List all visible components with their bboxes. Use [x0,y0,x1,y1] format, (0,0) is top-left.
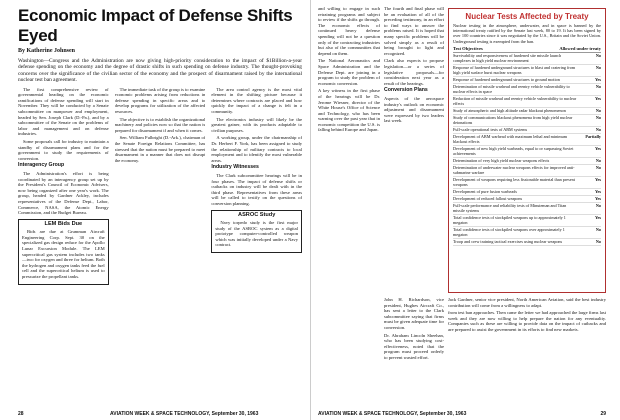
test-objective: Response of hardened underground structures to blast and cratering from high yield surface burst nuclear weapons [453,65,576,76]
allowed-value: Yes [594,177,601,183]
headline: Economic Impact of Defense Shifts Eyed [18,6,293,45]
paragraph: A working group, under the chairmanship of Dr. Herbert F. York, has been assigned to study the relationship of military contracts to local employment and to identify the most vulnerable areas. [211,135,303,163]
test-objective: Response of hardened underground structures to ground motion [453,77,560,83]
right-bottom-text [448,297,606,409]
table-row [453,146,601,158]
paragraph: Dr. Abraham Lincoln Sheehan, who has been studying cost-effectiveness, noted that the program must proceed orderly to prevent wasted effort. [384,332,444,360]
left-footer: AVIATION WEEK & SPACE TECHNOLOGY, September 30, 1963 [110,411,259,417]
table-row [453,165,601,177]
paragraph: Clark also expects to propose legislation—or a series of legislative proposals—for consideration next year as a result of the hearings. [384,58,444,86]
test-objective: Determination of very high yield nuclear weapons effects [453,158,550,164]
test-objective: Total confidence tests of stockpiled weapons over approximately 1 megaton [453,227,565,238]
nuclear-box-title: Nuclear Tests Affected by Treaty [465,12,589,21]
paragraph: The electronics industry will likely be the greatest gainer, with its products adaptable to civilian purposes. [211,116,303,133]
table-row [453,108,601,115]
table-row [453,239,601,246]
table-row [453,53,601,65]
paragraph: John H. Richardson, vice president, Hughes Aircraft Co., has sent a letter to the Clark subcommittee saying that firms must be given adequate time for conversion. [384,297,444,330]
test-objective: Study of communications blackout phenomena from high yield nuclear detonations [453,115,573,126]
allowed-value: Yes [594,146,601,152]
paragraph: Aspects of the aerospace industry's outlook on economic adjustment and disarmament were expressed by two leaders last week. [384,95,444,124]
allowed-value: No [595,108,601,114]
allowed-value: No [595,127,601,133]
test-objective: Survivability and responsiveness of hardened site missile launch complexes in high yield nuclear environment [453,53,562,64]
table-row [453,77,601,84]
asroc-box-title: ASROC Study [238,211,276,218]
table-row [453,177,601,189]
table-row [453,134,601,146]
lead-paragraph: Washington—Congress and the Administration are now giving high-priority consideration to the impact of $1Billion-a-year defense spending on the economy and the degree of drastic shifts in such spending on defense industry. The thought-provoking concerns over the significance of the civilian sector of the economy and the prospect of disarmament raised by the international nuclear test ban agreement. [18,58,302,84]
right-page-number: 29 [600,411,606,417]
right-bottom-col-1 [318,297,392,409]
subhead-industry-witnesses: Industry Witnesses [211,164,259,171]
test-objective: Development of new high yield warheads, equal to or surpassing Soviet achievements [453,146,574,157]
lem-bids-box [18,219,109,285]
test-objective: Development of reduced fallout weapons [453,196,523,202]
allowed-value: Yes [594,196,601,202]
paragraph: and willing to engage in such retraining programs and subject to review if the shifts go through. The economic effects of continued heavy defense spending will not be a question only of the contracting industries but also of the communities that depend on them. [318,6,380,56]
byline: By Katherine Johnsen [18,48,76,54]
allowed-value: No [595,227,601,233]
subhead-interagency: Interagency Group [18,162,65,169]
allowed-value: No [595,115,601,121]
test-objective: Development of weapons requiring less fissionable material than present weapons [453,177,575,188]
test-objective: Determination of underwater nuclear weapons effects for improved anti-submarine warfare [453,165,575,176]
allowed-value: Partially [585,134,601,140]
paragraph: A key witness in the first phase of the hearings will be Dr. Jerome Wiesner, director of the White House's Office of Science and Technology, who has been warning over the past year that in economic competition the U.S. is falling behind Europe and Japan. [318,88,380,133]
table-row [453,115,601,127]
nuclear-box-intro: Nuclear testing in the atmosphere, underwater, and in space is banned by the international treaty ratified by the Senate last week, 80 to 19. It has been signed by over 100 countries since it was negotiated by the U.S., Britain and the Soviet Union. Underground testing is exempted from the ban. [453,23,601,44]
lem-box-title: LEM Bids Due [44,220,83,227]
test-objective: Total confidence tests of stockpiled weapons up to approximately 1 megaton [453,215,566,226]
allowed-value: Yes [594,96,601,102]
table-row [453,227,601,239]
test-objective: Study of atmospheric and high altitude radar blackout phenomenon [453,108,566,114]
asroc-box [211,210,302,254]
test-objective: Full-scale operational tests of ABM systems [453,127,528,133]
asroc-box-text: Navy torpedo study is the first major study of the ASROC system as a digital prototype computer-controlled weapon which was initially developed under a Navy contract. [215,220,299,248]
test-objective: Development of pure fusion warheads [453,189,517,195]
allowed-value: No [595,239,601,245]
allowed-value: No [595,165,601,171]
test-objective: Reduction of missile warhead and reentry vehicle vulnerability to nuclear effects [453,96,577,107]
allowed-value: No [595,84,601,90]
allowed-value: No [595,203,601,209]
paragraph: Some proposals call for industry to maintain a standby of disarmament plans and for the government to study the requirements of conversion. [18,138,109,161]
table-row [453,158,601,165]
header-allowed: Allowed under treaty [559,45,601,51]
table-row [453,203,601,215]
table-row [453,196,601,203]
left-column-1 [18,87,109,288]
nuclear-tests-box [448,8,606,293]
allowed-value: Yes [594,215,601,221]
allowed-value: No [595,53,601,59]
test-objective: Full-scale performance and reliability tests of Minuteman and Titan missile systems [453,203,567,214]
paragraph: The fourth and final phase will be an evaluation of all of the preceding testimony, in an effort to find ways to answer the problems raised. It is hoped that many specific problems will be solved simply as a result of being brought to light and recognized. [384,6,444,56]
paragraph: from test ban approaches. Then came the letter we had approached the large firms last week and they are now willing to help prepare the nation for any eventuality. Companies such as these are willing to provide data on the impact of cutbacks and are prepared to assist the government in its efforts to find new markets. [448,310,606,332]
left-columns [18,87,302,288]
allowed-value: No [595,65,601,71]
table-row [453,189,601,196]
table-row [453,127,601,134]
nuclear-table-body [453,53,601,246]
paragraph: The Clark subcommittee hearings will be in four phases. The impact of defense shifts or cutbacks on industry will be dealt with in the third phase. Representatives from these areas will be called to testify on the questions of conversion planning. [211,172,303,206]
test-objective: Determination of missile warhead and reentry vehicle vulnerability to nuclear effects in space [453,84,570,95]
left-column-3 [211,87,302,288]
table-row [453,84,601,96]
paragraph: Sen. William Fulbright (D.-Ark.), chairman of the Senate Foreign Relations Committee, has stressed that the nation must be prepared to meet disarmament in a manner that does not disrupt the economy. [114,135,206,163]
right-footer: AVIATION WEEK & SPACE TECHNOLOGY, September 30, 1963 [318,411,467,417]
right-bottom-col-2 [384,297,444,409]
lem-box-text: Bids are due at Grumman Aircraft Engineering Corp. Sept. 30 on the specialized gas design reduce for the Apollo Lunar Excursion Module. The LEM supercritical gas system includes two tanks—two for oxygen and three for helium. Both the hydrogen and oxygen tanks feed the fuel cell and the supercritical helium is used to pressurize the propellant tanks. [22,229,105,280]
allowed-value: Yes [594,189,601,195]
table-row [453,96,601,108]
right-column-2 [384,6,444,296]
paragraph: The Administration's effort is being coordinated by an interagency group set up by the President's Council of Economic Advisers, now being organized after one year's work. The group, headed by Gardner Ackley, includes representatives of the Defense Dept., Labor, Commerce, NASA, the Atomic Energy Commission, and the Budget Bureau. [18,170,109,216]
paragraph: Jack Gardner, senior vice president, North American Aviation, said the best industry contribution will come from a willingness to adapt. [448,297,606,308]
paragraph: The immediate task of the group is to examine economic problems arising from reductions in defense spending in specific areas and to develop programs for utilization of the affected resources. [114,86,206,114]
header-test-objectives: Test Objectives [453,45,483,51]
test-objective: Troop and crew training tactical exercises using nuclear weapons [453,239,563,245]
allowed-value: Yes [594,77,601,83]
paragraph: The objective is to establish the organizational machinery and policies now so that the nation is prepared for disarmament if and when it comes. [114,116,206,133]
left-column-2 [115,87,206,288]
paragraph: The first comprehensive review of governmental heading on the economic ramifications of defense spending will start in November. They will be conducted by a Senate subcommittee on manpower and employment, headed by Sen. Joseph Clark (D.-Pa.), and by a subcommittee of the Senate on the problems of labor and management and on defense industries. [18,86,109,137]
paragraph: The area control agency is the most vital element in the shifting picture because it determines where contracts are placed and how quickly the impact of a change is felt in a community. [211,86,303,114]
paragraph: The National Aeronautics and Space Administration and the Defense Dept. are joining in a program to study the problem of economic conversion. [318,58,380,86]
left-page-number: 28 [18,411,24,417]
allowed-value: No [595,158,601,164]
table-row [453,65,601,77]
test-objective: Development of ABM warhead with maximum lethal and minimum blackout effects [453,134,567,145]
table-row [453,215,601,227]
subhead-conversion-plans: Conversion Plans [384,87,428,94]
nuclear-table-header [453,46,601,53]
